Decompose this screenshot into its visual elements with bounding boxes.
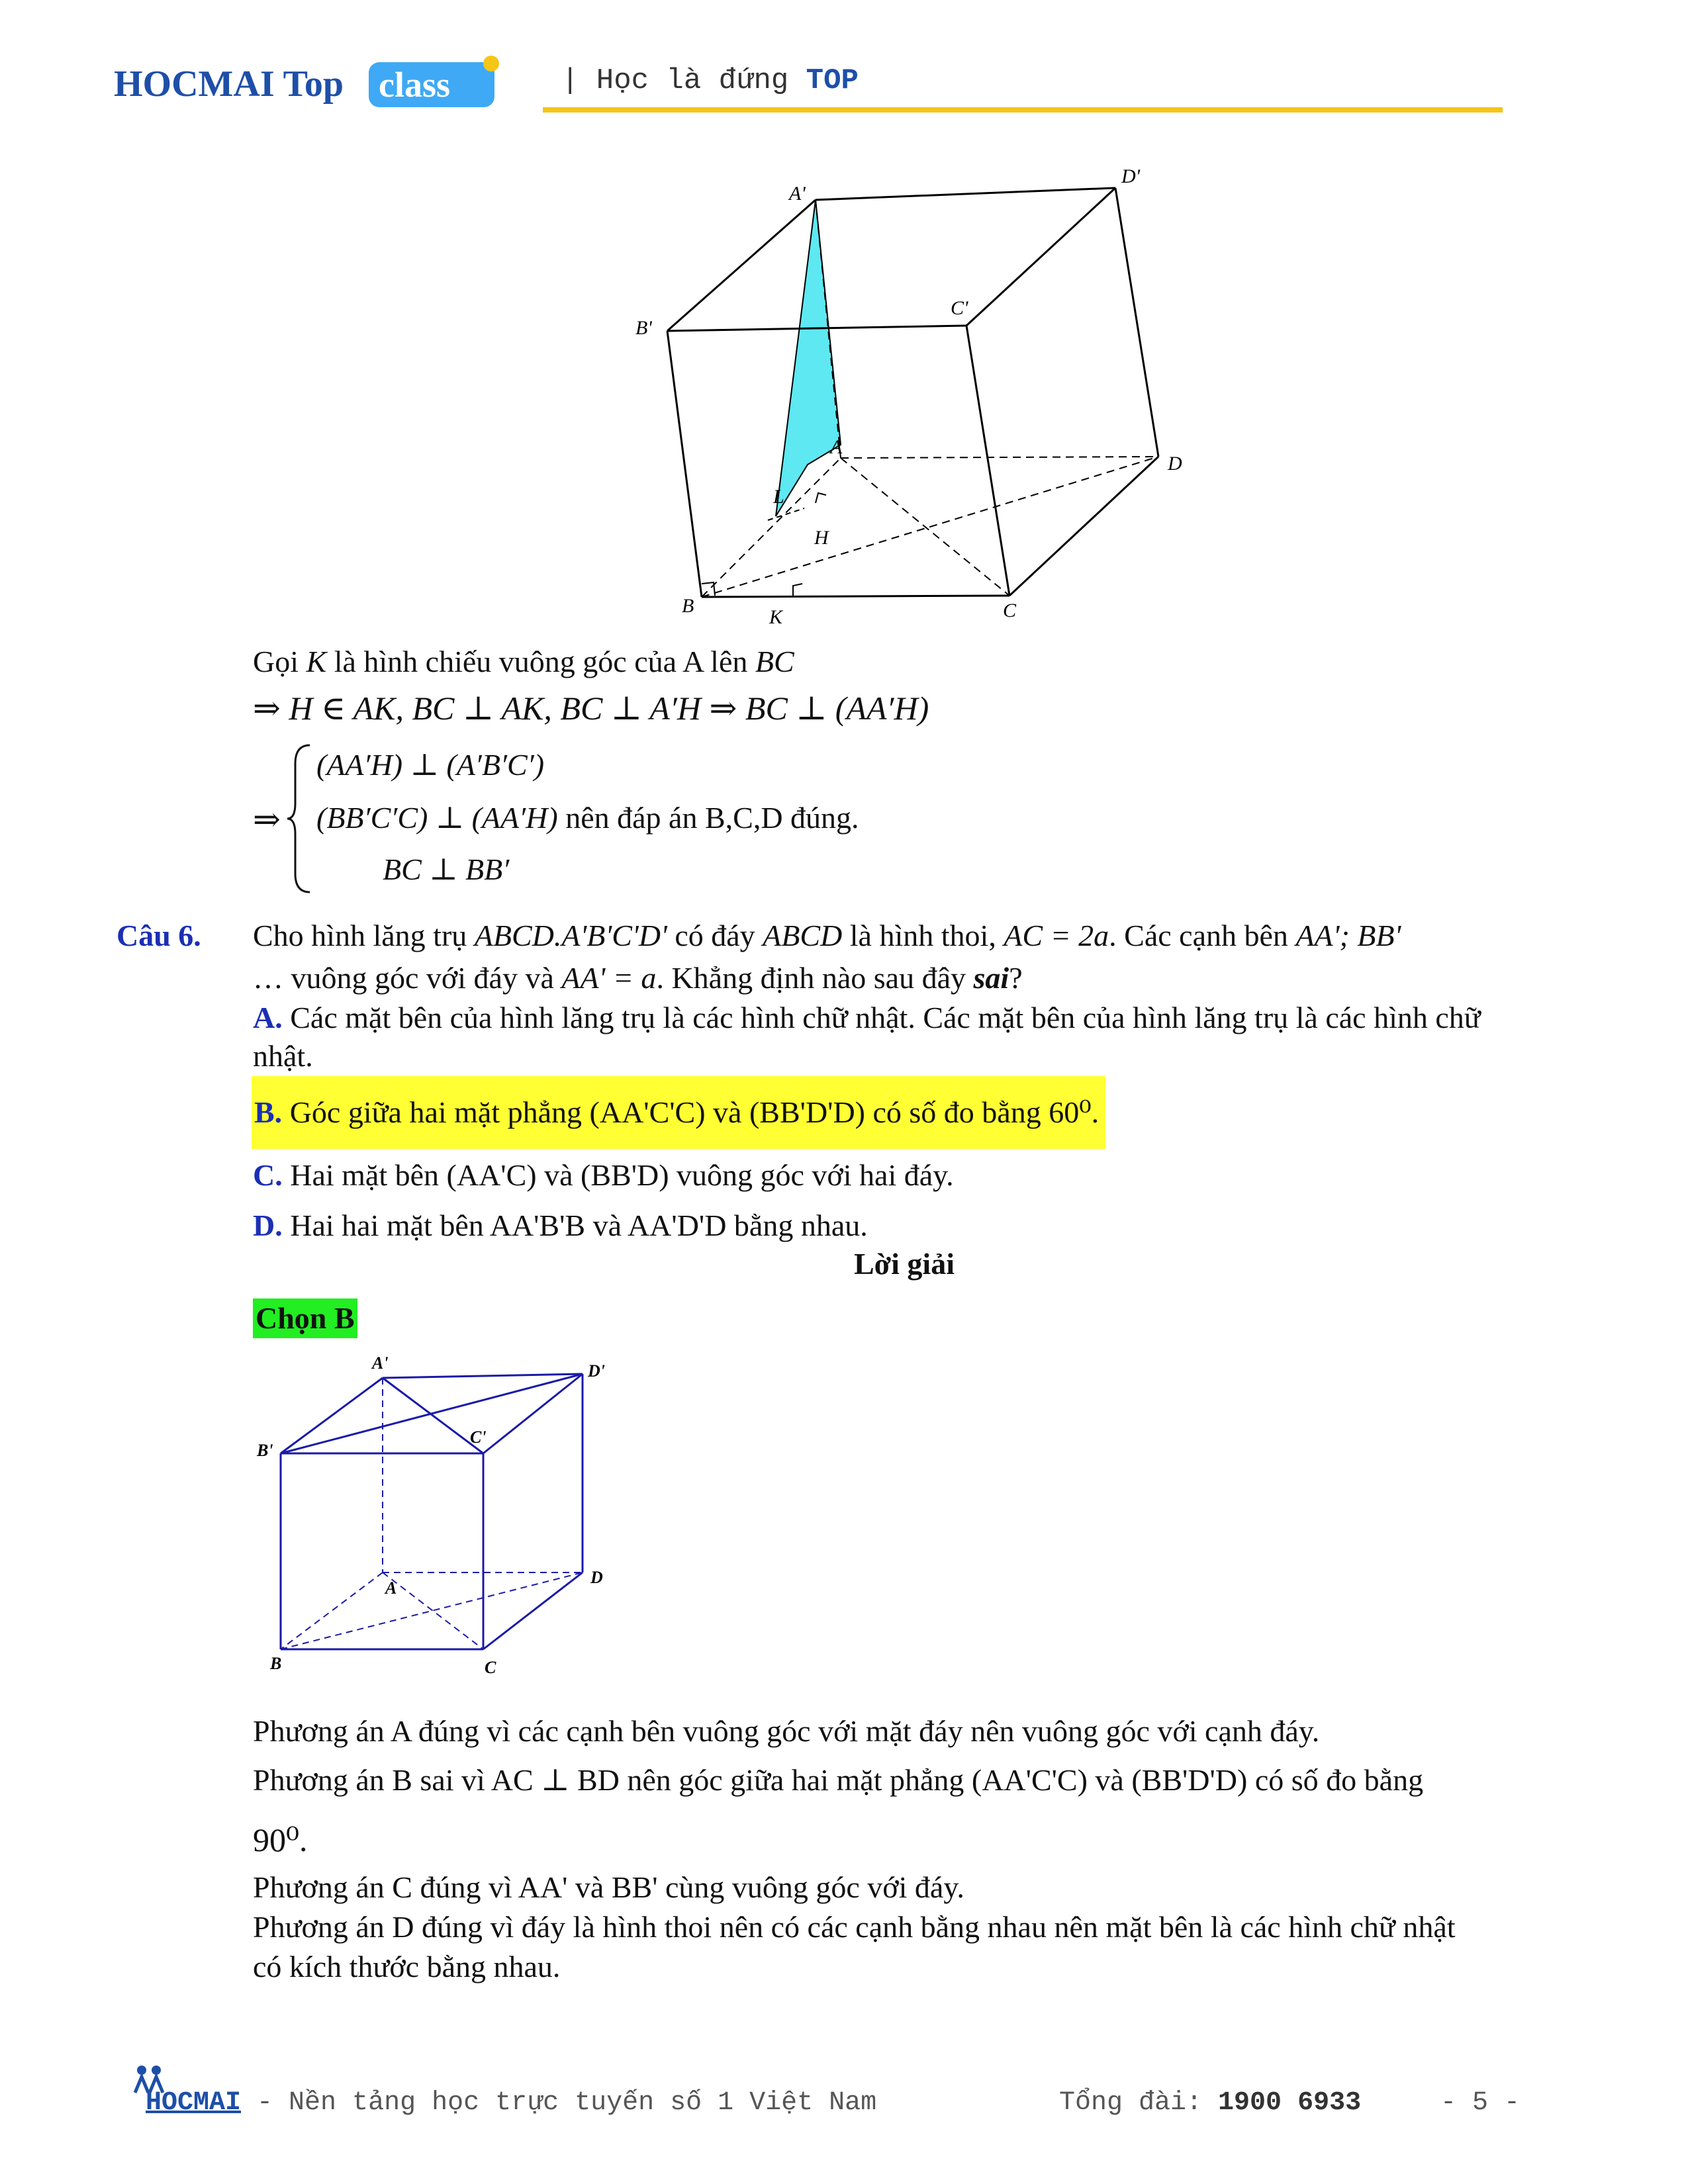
- explanation-p2: Phương án B sai vì AC ⊥ BD nên góc giữa hai mặt phẳng (AA'C'C) và (BB'D'D) có số đo bằng: [253, 1763, 1424, 1797]
- label-a: A: [830, 436, 843, 458]
- figure-2: [252, 1343, 622, 1688]
- tagline-top: TOP: [806, 64, 859, 97]
- question-stem-line1: Cho hình lăng trụ ABCD.A'B'C'D' có đáy ABCD là hình thoi, AC = 2a. Các cạnh bên AA'; BB': [253, 919, 1401, 952]
- tagline-prefix: | Học là đứng: [561, 64, 806, 97]
- fig2-label-a: A: [385, 1578, 397, 1598]
- option-d-label: D.: [253, 1208, 283, 1242]
- label-d-prime: D': [1121, 165, 1141, 187]
- fig2-label-c-prime: C': [470, 1428, 487, 1447]
- label-l: L: [773, 486, 784, 508]
- option-d[interactable]: [253, 1206, 868, 1246]
- solution5-line2: ⇒ H ∈ AK, BC ⊥ AK, BC ⊥ A′H ⇒ BC ⊥ (AA′H): [253, 690, 929, 727]
- option-a-text: Các mặt bên của hình lăng trụ là các hình chữ nhật. Các mặt bên của hình lăng trụ là các hình chữ: [282, 1001, 1481, 1034]
- footer: [0, 2058, 1688, 2138]
- page-number: - 5 -: [1440, 2088, 1521, 2118]
- option-c-text: Hai mặt bên (AA'C) và (BB'D) vuông góc với hai đáy.: [282, 1158, 954, 1192]
- hotline-number[interactable]: 1900 6933: [1218, 2088, 1362, 2118]
- option-a-label: A.: [253, 1001, 283, 1034]
- fig2-label-d-prime: D': [588, 1361, 605, 1381]
- figure-1: [622, 159, 1205, 635]
- label-h: H: [814, 527, 829, 549]
- fig2-label-d: D: [590, 1568, 603, 1587]
- prism-figure-1: [622, 159, 1205, 635]
- question-stem-line2: … vuông góc với đáy và AA' = a. Khẳng định nào sau đây sai?: [253, 961, 1023, 995]
- explanation-p4: Phương án D đúng vì đáy là hình thoi nên có các cạnh bằng nhau nên mặt bên là các hình chữ nhật: [253, 1910, 1456, 1944]
- explanation-p3: Phương án C đúng vì AA' và BB' cùng vuông góc với đáy.: [253, 1870, 964, 1904]
- footer-hotline: [1059, 2085, 1361, 2122]
- explanation-p5: có kích thước bằng nhau.: [253, 1950, 561, 1983]
- option-b-label: B.: [254, 1095, 283, 1129]
- system-brace: [287, 744, 314, 893]
- answer-choice: Chọn B: [253, 1298, 357, 1338]
- system-arrow: ⇒: [253, 801, 281, 838]
- hocmai-topclass-logo: [114, 53, 511, 113]
- question-label: Câu 6.: [117, 919, 201, 952]
- fig2-label-c: C: [485, 1658, 496, 1677]
- option-a[interactable]: [253, 998, 1481, 1038]
- explanation-p1: Phương án A đúng vì các cạnh bên vuông góc với mặt đáy nên vuông góc với cạnh đáy.: [253, 1714, 1320, 1748]
- label-k: K: [769, 606, 783, 628]
- label-b: B: [682, 595, 694, 617]
- option-b[interactable]: [252, 1076, 1105, 1149]
- fig2-label-b-prime: B': [257, 1441, 273, 1460]
- system-row-1: (AA′H) ⊥ (A′B′C′): [316, 748, 545, 782]
- solution5-system: [253, 741, 981, 893]
- footer-brand-link[interactable]: HOCMAI: [146, 2088, 242, 2118]
- label-d: D: [1168, 453, 1182, 475]
- header-tagline: [561, 61, 859, 101]
- hotline-label: Tổng đài:: [1059, 2088, 1219, 2118]
- header-logo[interactable]: [114, 53, 511, 113]
- explanation-p2b: 90⁰.: [253, 1821, 308, 1858]
- svg-text:HOCMAI Top: HOCMAI Top: [114, 64, 344, 105]
- solution5-line1: Gọi K là hình chiếu vuông góc của A lên BC: [253, 645, 794, 678]
- solution-title: Lời giải: [854, 1247, 955, 1281]
- prism-figure-2: [252, 1343, 622, 1688]
- label-a-prime: A': [789, 183, 806, 205]
- system-row-2: (BB′C′C) ⊥ (AA′H) nên đáp án B,C,D đúng.: [316, 801, 859, 835]
- option-b-text: Góc giữa hai mặt phẳng (AA'C'C) và (BB'D'D) có số đo bằng 60⁰.: [282, 1095, 1100, 1129]
- label-b-prime: B': [635, 317, 652, 339]
- system-row-3: BC ⊥ BB′: [383, 852, 510, 886]
- footer-text: [146, 2085, 876, 2122]
- option-c[interactable]: [253, 1156, 954, 1195]
- option-d-text: Hai hai mặt bên AA'B'B và AA'D'D bằng nhau.: [282, 1208, 868, 1242]
- header-divider: [543, 107, 1503, 113]
- fig2-label-a-prime: A': [372, 1353, 389, 1373]
- svg-text:class: class: [379, 65, 450, 105]
- option-c-label: C.: [253, 1158, 283, 1192]
- option-a-continuation: nhật.: [253, 1039, 313, 1073]
- label-c-prime: C': [951, 297, 968, 319]
- fig2-label-b: B: [270, 1654, 282, 1673]
- footer-slogan: - Nền tảng học trực tuyến số 1 Việt Nam: [241, 2088, 877, 2118]
- label-c: C: [1003, 600, 1017, 621]
- header: [0, 0, 1688, 126]
